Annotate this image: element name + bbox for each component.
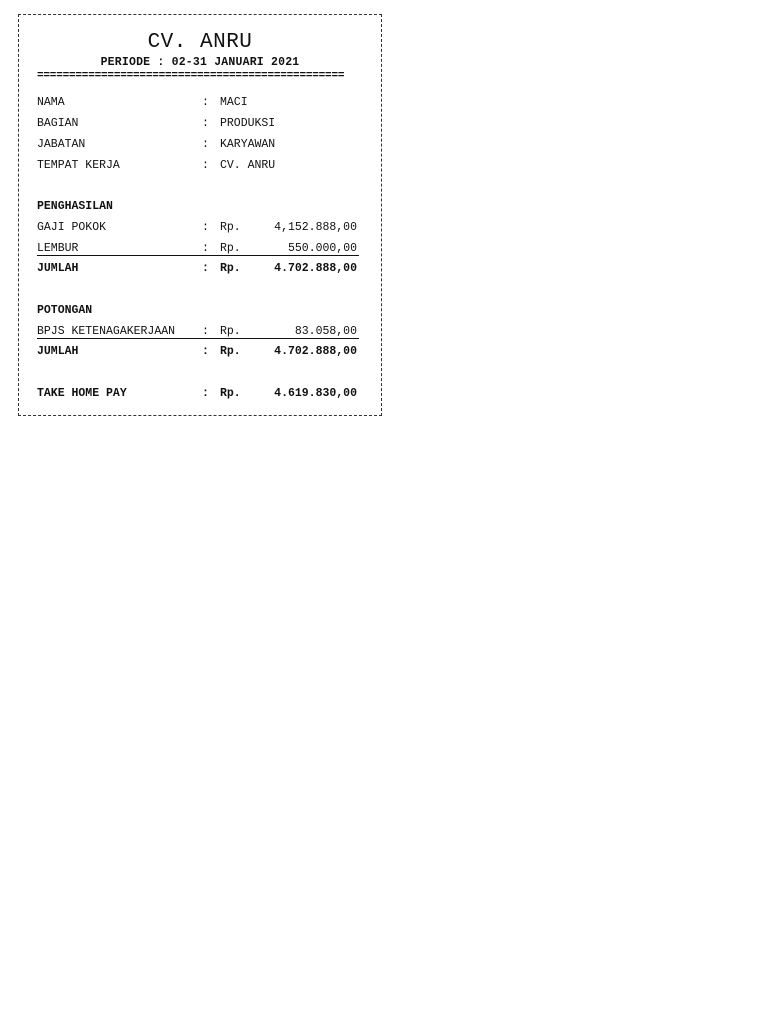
field-row-department <box>37 116 359 132</box>
total-label: JUMLAH <box>37 262 79 275</box>
currency-label: Rp. <box>220 387 241 400</box>
item-colon: : <box>202 242 209 255</box>
item-label: LEMBUR <box>37 242 79 255</box>
earning-row-base-salary <box>37 220 359 236</box>
total-amount: 4.702.888,00 <box>274 262 357 275</box>
deduction-row-bpjs <box>37 324 359 339</box>
currency-label: Rp. <box>220 221 241 234</box>
total-colon: : <box>202 262 209 275</box>
item-colon: : <box>202 325 209 338</box>
item-amount: 83.058,00 <box>294 325 357 338</box>
earnings-heading: PENGHASILAN <box>37 200 113 213</box>
field-label: TEMPAT KERJA <box>37 159 120 172</box>
earnings-total-row <box>37 261 359 277</box>
period-label: PERIODE : 02-31 JANUARI 2021 <box>100 56 300 69</box>
total-amount: 4.702.888,00 <box>274 345 357 358</box>
take-home-label: TAKE HOME PAY <box>37 387 127 400</box>
total-colon: : <box>202 345 209 358</box>
field-value: PRODUKSI <box>220 117 276 130</box>
field-label: JABATAN <box>37 138 86 151</box>
currency-label: Rp. <box>220 325 241 338</box>
field-row-workplace <box>37 158 359 174</box>
total-label: JUMLAH <box>37 345 79 358</box>
item-label: BPJS KETENAGAKERJAAN <box>37 325 176 338</box>
currency-label: Rp. <box>220 262 241 275</box>
item-colon: : <box>202 221 209 234</box>
take-home-amount: 4.619.830,00 <box>274 387 357 400</box>
field-row-name <box>37 95 359 111</box>
payslip <box>18 14 382 416</box>
field-value: KARYAWAN <box>220 138 276 151</box>
earning-row-overtime <box>37 241 359 256</box>
deductions-total-row <box>37 344 359 360</box>
double-rule-divider: ================================================ <box>37 70 345 82</box>
take-home-colon: : <box>202 387 209 400</box>
field-colon: : <box>202 138 209 151</box>
field-colon: : <box>202 96 209 109</box>
field-colon: : <box>202 159 209 172</box>
item-amount: 550.000,00 <box>287 242 357 255</box>
company-title: CV. ANRU <box>147 31 253 54</box>
item-amount: 4,152.888,00 <box>274 221 357 234</box>
field-label: BAGIAN <box>37 117 79 130</box>
deductions-heading: POTONGAN <box>37 304 93 317</box>
currency-label: Rp. <box>220 242 241 255</box>
field-value: CV. ANRU <box>220 159 276 172</box>
item-label: GAJI POKOK <box>37 221 107 234</box>
field-row-position <box>37 137 359 153</box>
field-colon: : <box>202 117 209 130</box>
field-value: MACI <box>220 96 248 109</box>
currency-label: Rp. <box>220 345 241 358</box>
field-label: NAMA <box>37 96 65 109</box>
take-home-pay-row <box>37 386 359 402</box>
